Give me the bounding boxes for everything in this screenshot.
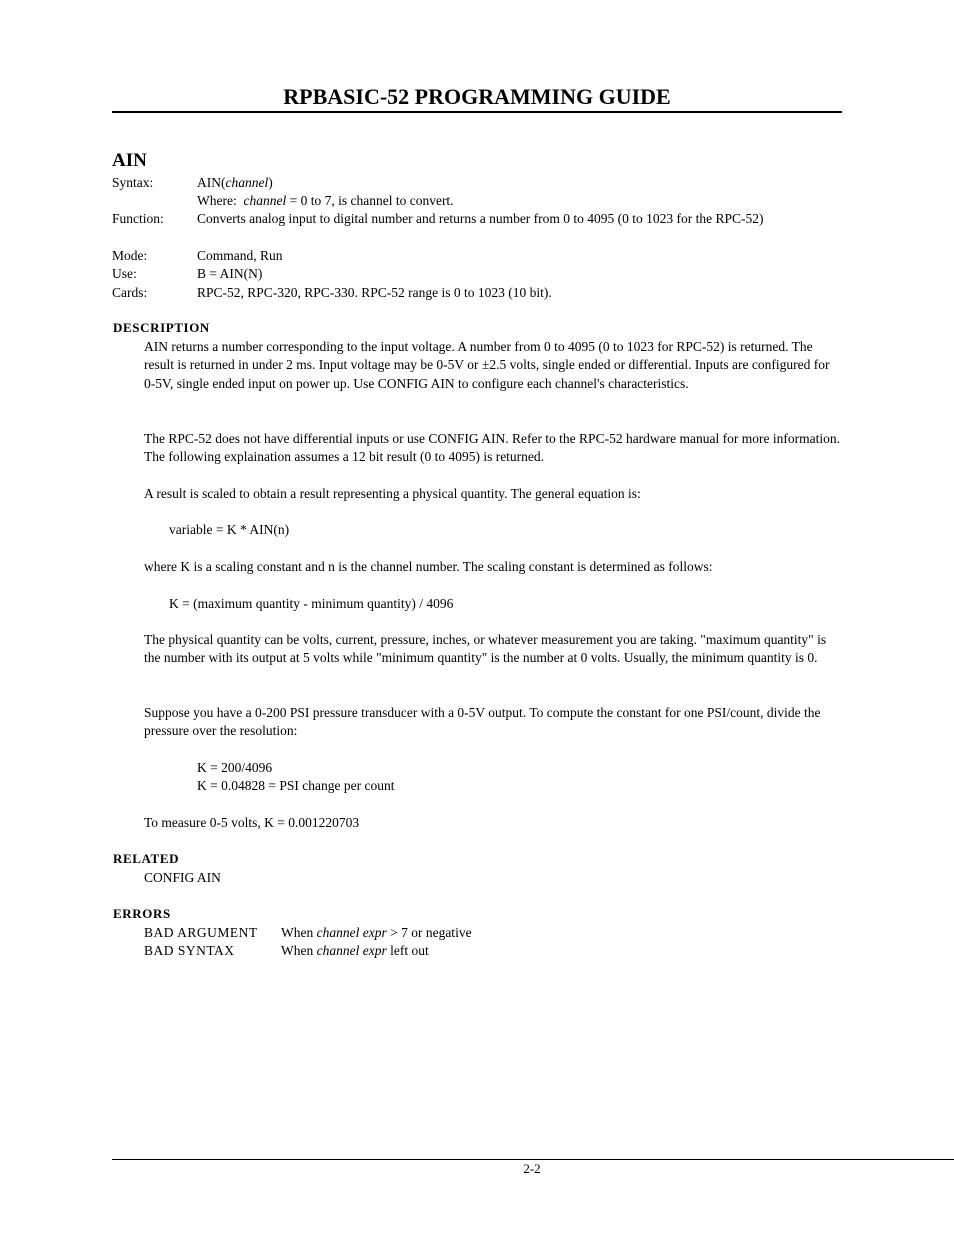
description-heading: DESCRIPTION	[113, 320, 210, 335]
mode-label: Mode:	[112, 248, 148, 263]
syntax-suffix: )	[268, 175, 273, 190]
footer-rule	[112, 1159, 954, 1160]
equation-example-2: K = 0.04828 = PSI change per count	[197, 778, 395, 793]
where-prefix: Where:	[197, 193, 237, 208]
page-number: 2-2	[523, 1161, 541, 1176]
description-paragraph-5: The physical quantity can be volts, current, pressure, inches, or whatever measurement you are taking. "maximum quantity" is the number with its output at 5 volts while "minimum quantity" is the number at 0 volts. Usually, the minimum quantity is 0.	[144, 632, 827, 666]
function-value: Converts analog input to digital number and returns a number from 0 to 4095 (0 to 1023 for the RPC-52)	[197, 211, 764, 226]
error-code-1: BAD ARGUMENT	[144, 925, 258, 940]
error-when-1: When	[281, 925, 314, 940]
description-paragraph-3: A result is scaled to obtain a result representing a physical quantity. The general equation is:	[144, 486, 641, 501]
error-rest-2: left out	[390, 943, 429, 958]
cards-value: RPC-52, RPC-320, RPC-330. RPC-52 range is 0 to 1023 (10 bit).	[197, 285, 552, 300]
error-code-2: BAD SYNTAX	[144, 943, 235, 958]
cards-label: Cards:	[112, 285, 148, 300]
syntax-prefix: AIN(	[197, 175, 226, 190]
function-label: Function:	[112, 211, 164, 226]
syntax-value	[197, 174, 273, 192]
description-paragraph-4: where K is a scaling constant and n is the channel number. The scaling constant is determined as follows:	[144, 559, 713, 574]
where-text: = 0 to 7, is channel to convert.	[289, 193, 454, 208]
error-rest-1: > 7 or negative	[390, 925, 472, 940]
use-label: Use:	[112, 266, 137, 281]
error-desc-2	[281, 942, 429, 960]
error-when-2: When	[281, 943, 314, 958]
equation-general: variable = K * AIN(n)	[169, 522, 290, 537]
error-arg-1: channel expr	[316, 925, 387, 940]
error-arg-2: channel expr	[316, 943, 387, 958]
header-rule	[112, 111, 842, 113]
related-item: CONFIG AIN	[144, 870, 221, 885]
equation-scaling: K = (maximum quantity - minimum quantity) / 4096	[169, 596, 454, 611]
description-paragraph-2: The RPC-52 does not have differential inputs or use CONFIG AIN. Refer to the RPC-52 hardware manual for more information. The following explaination assumes a 12 bit result (0 to 4095) is returned.	[144, 431, 840, 465]
equation-example-1: K = 200/4096	[197, 760, 273, 775]
use-value: B = AIN(N)	[197, 266, 263, 281]
error-desc-1	[281, 924, 472, 942]
syntax-where	[197, 192, 454, 210]
related-heading: RELATED	[113, 851, 180, 866]
syntax-label: Syntax:	[112, 175, 154, 190]
command-name: AIN	[112, 150, 147, 171]
description-paragraph-1: AIN returns a number corresponding to the input voltage. A number from 0 to 4095 (0 to 1023 for RPC-52) is returned. The result is returned in under 2 ms. Input voltage may be 0-5V or ±2.5 volts, single ended or differential. Inputs are configured for 0-5V, single ended input on power up. Use CONFIG AIN to configure each channel's characteristics.	[144, 339, 830, 391]
mode-value: Command, Run	[197, 248, 283, 263]
where-arg: channel	[243, 193, 287, 208]
syntax-arg: channel	[225, 175, 269, 190]
description-paragraph-6: Suppose you have a 0-200 PSI pressure transducer with a 0-5V output. To compute the constant for one PSI/count, divide the pressure over the resolution:	[144, 705, 821, 739]
description-paragraph-7: To measure 0-5 volts, K = 0.001220703	[144, 815, 360, 830]
errors-heading: ERRORS	[113, 906, 171, 921]
page-title: RPBASIC-52 PROGRAMMING GUIDE	[283, 84, 671, 109]
